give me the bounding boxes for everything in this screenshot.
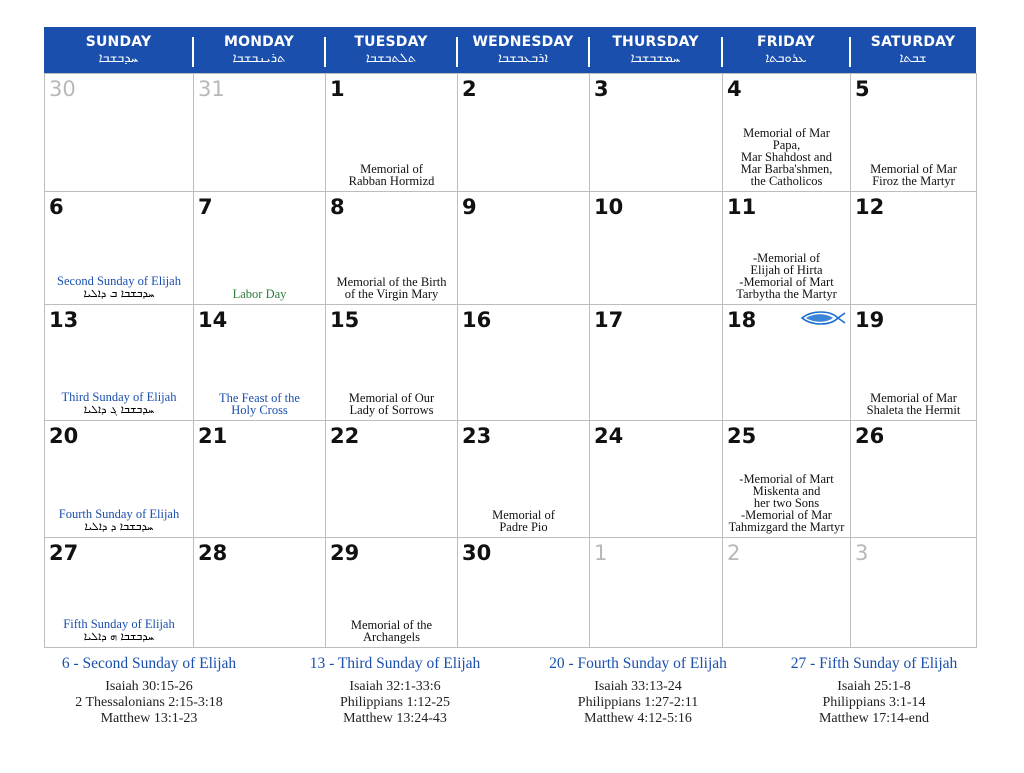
reading-line: 2 Thessalonians 2:15-3:18 [75,695,223,710]
day-number: 18 [727,308,757,332]
day-cell[interactable] [722,73,851,192]
day-note [196,392,323,416]
day-number: 27 [49,541,79,565]
reading-line: Isaiah 30:15-26 [105,679,193,694]
reading-title: 6 - Second Sunday of Elijah [61,655,237,672]
day-cell[interactable] [44,304,194,421]
day-cell[interactable] [44,191,194,305]
weekday-name: SUNDAY [85,34,152,50]
day-number: 15 [330,308,360,332]
day-note-text: Memorial of Padre Pio [492,508,555,534]
day-number: 5 [855,77,870,101]
reading-line: Matthew 17:14-end [818,711,930,726]
day-note [328,276,455,300]
weekday-header-wednesday [457,27,589,73]
weekday-name: FRIDAY [756,34,815,50]
weekday-name: TUESDAY [354,34,428,50]
day-note-text: -Memorial of Elijah of Hirta -Memorial of Mart Tarbytha the Martyr [736,251,837,301]
day-note [725,252,848,300]
reading-block [29,655,269,727]
calendar [44,27,976,647]
fish-icon [800,311,846,325]
day-note [328,163,455,187]
day-number: 1 [330,77,345,101]
day-number: 17 [594,308,624,332]
day-cell[interactable] [457,537,590,648]
reading-title: 20 - Fourth Sunday of Elijah [549,655,727,672]
day-note-syriac: ܚܕܒܫܒܐ ܓ ܕܐܠܝܐ [83,403,155,416]
day-note-text: Memorial of Our Lady of Sorrows [348,391,435,417]
day-cell[interactable] [193,537,326,648]
day-note-text: Second Sunday of Elijah [57,274,181,288]
day-cell[interactable] [589,191,723,305]
day-cell[interactable] [722,420,851,538]
day-number: 30 [462,541,492,565]
reading-line: Isaiah 32:1-33:6 [349,679,441,694]
day-note [47,508,191,533]
day-number: 22 [330,424,360,448]
reading-title: 13 - Third Sunday of Elijah [309,655,481,672]
header-divider [324,37,326,67]
header-divider [721,37,723,67]
day-number: 31 [198,77,225,101]
weekday-header-sunday [44,27,193,73]
day-number: 6 [49,195,64,219]
day-cell[interactable] [44,537,194,648]
day-note [853,163,974,187]
weekday-syriac-name: ܬܠܬܒܫܒܐ [365,51,417,66]
weekday-header-friday [722,27,850,73]
day-cell[interactable] [44,73,194,192]
weekday-syriac-name: ܐܪܒܥܒܫܒܐ [497,51,549,66]
day-number: 16 [462,308,492,332]
header-divider [588,37,590,67]
day-cell[interactable] [850,304,977,421]
weekday-header-monday [193,27,325,73]
reading-block [754,655,994,727]
day-number: 23 [462,424,492,448]
header-divider [849,37,851,67]
day-number: 12 [855,195,885,219]
day-note-syriac: ܚܕܒܫܒܐ ܗ ܕܐܠܝܐ [83,630,155,643]
day-number: 10 [594,195,624,219]
day-number: 30 [49,77,76,101]
reading-line: Philippians 3:1-14 [822,695,926,710]
day-note-text: Memorial of the Birth of the Virgin Mary [336,275,447,301]
day-note-text: Third Sunday of Elijah [61,390,177,404]
sunday-readings [0,655,1024,765]
reading-line: Matthew 13:1-23 [100,711,198,726]
day-cell[interactable] [457,191,590,305]
day-note-text: Memorial of Mar Shaleta the Hermit [866,391,961,417]
weekday-syriac-name: ܥܪܘܒܬܐ [765,51,807,66]
day-number: 28 [198,541,228,565]
day-cell[interactable] [325,420,458,538]
day-cell[interactable] [722,537,851,648]
day-number: 14 [198,308,228,332]
day-number: 20 [49,424,79,448]
day-note-text: The Feast of the Holy Cross [219,391,300,417]
day-cell[interactable] [850,73,977,192]
day-number: 29 [330,541,360,565]
day-number: 24 [594,424,624,448]
day-cell[interactable] [193,73,326,192]
weekday-syriac-name: ܚܕܒܫܒܐ [98,51,139,66]
reading-line: Isaiah 25:1-8 [837,679,911,694]
day-note-syriac: ܚܕܒܫܒܐ ܕ ܕܐܠܝܐ [84,520,154,533]
weekday-header-tuesday [325,27,457,73]
reading-line: Philippians 1:27-2:11 [577,695,699,710]
day-number: 1 [594,541,608,565]
day-cell[interactable] [193,304,326,421]
day-note-syriac: ܚܕܒܫܒܐ ܒ ܕܐܠܝܐ [83,287,155,300]
day-cell[interactable] [457,73,590,192]
day-note [460,509,587,533]
day-number: 2 [462,77,477,101]
weekday-name: MONDAY [223,34,294,50]
day-note [853,392,974,416]
day-cell[interactable] [44,420,194,538]
weekday-syriac-name: ܬܪܝܢܒܫܒܐ [232,51,286,66]
day-note-text: Memorial of Mar Papa, Mar Shahdost and Mar Barba'shmen, the Catholicos [740,126,833,188]
day-note [725,127,848,187]
day-cell[interactable] [457,420,590,538]
day-note-text: Fourth Sunday of Elijah [58,507,180,521]
day-note [47,391,191,416]
day-note-text: Memorial of Mar Firoz the Martyr [870,162,957,188]
day-cell[interactable] [722,304,851,421]
weekday-name: THURSDAY [612,34,699,50]
day-number: 3 [855,541,869,565]
day-number: 3 [594,77,609,101]
day-cell[interactable] [325,537,458,648]
reading-title: 27 - Fifth Sunday of Elijah [790,655,958,672]
day-note [725,473,848,533]
day-note [47,275,191,300]
day-cell[interactable] [589,304,723,421]
day-number: 26 [855,424,885,448]
day-cell[interactable] [325,304,458,421]
day-number: 2 [727,541,741,565]
reading-line: Philippians 1:12-25 [339,695,451,710]
reading-line: Matthew 13:24-43 [343,711,447,726]
reading-line: Matthew 4:12-5:16 [584,711,692,726]
day-cell[interactable] [589,420,723,538]
header-divider [456,37,458,67]
day-note [47,618,191,643]
day-note-text: Labor Day [232,287,287,301]
reading-block [518,655,758,727]
day-cell[interactable] [325,191,458,305]
header-divider [192,37,194,67]
day-note [328,392,455,416]
day-note-text: -Memorial of Mart Miskenta and her two Sons -Memorial of Mar Tahmizgard the Martyr [728,472,845,534]
day-note [196,288,323,300]
day-number: 4 [727,77,742,101]
day-number: 11 [727,195,757,219]
reading-line: Isaiah 33:13-24 [594,679,682,694]
day-cell[interactable] [193,191,326,305]
day-note [328,619,455,643]
day-cell[interactable] [850,191,977,305]
day-note-text: Memorial of Rabban Hormizd [348,162,435,188]
day-note-text: Fifth Sunday of Elijah [63,617,175,631]
day-number: 19 [855,308,885,332]
calendar-grid [44,73,976,647]
day-cell[interactable] [193,420,326,538]
weekday-name: SATURDAY [870,34,956,50]
day-cell[interactable] [457,304,590,421]
day-cell[interactable] [850,420,977,538]
weekday-header-thursday [589,27,722,73]
day-cell[interactable] [589,73,723,192]
day-number: 8 [330,195,345,219]
day-cell[interactable] [722,191,851,305]
day-cell[interactable] [325,73,458,192]
day-number: 13 [49,308,79,332]
day-number: 9 [462,195,477,219]
day-cell[interactable] [850,537,977,648]
weekday-syriac-name: ܫܒܬܐ [899,51,927,66]
weekday-syriac-name: ܚܡܫܒܫܒܐ [630,51,681,66]
weekday-name: WEDNESDAY [472,34,574,50]
day-number: 21 [198,424,228,448]
weekday-header-saturday [850,27,976,73]
day-number: 7 [198,195,213,219]
day-number: 25 [727,424,757,448]
day-cell[interactable] [589,537,723,648]
reading-block [275,655,515,727]
weekday-header [44,27,976,73]
day-note-text: Memorial of the Archangels [350,618,433,644]
